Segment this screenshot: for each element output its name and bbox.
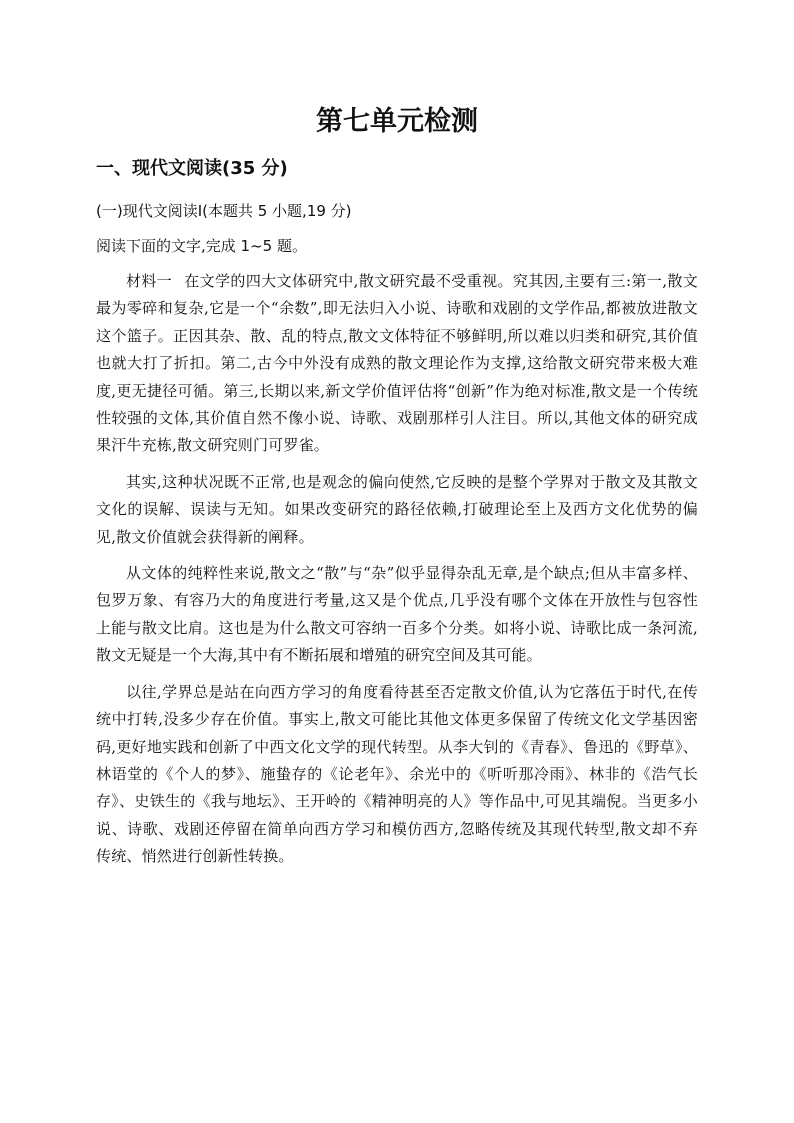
article-body: [96, 268, 698, 880]
paragraph-1: [96, 268, 698, 460]
material-label: 材料一: [126, 272, 173, 290]
page-title: 第七单元检测: [316, 106, 478, 137]
sub-heading: (一)现代文阅读Ⅰ(本题共 5 小题,19 分): [96, 202, 352, 220]
paragraph-3: 从文体的纯粹性来说,散文之“散”与“杂”似乎显得杂乱无章,是个缺点;但从丰富多样、包罗万象、有容乃大的角度进行考量,这又是个优点,几乎没有哪个文体在开放性与包容性上能与散文比肩。这也是为什么散文可容纳一百多个分类。如将小说、诗歌比成一条河流,散文无疑是一个大海,其中有不断拓展和增殖的研究空间及其可能。: [96, 564, 698, 665]
paragraph-1-text: 在文学的四大文体研究中,散文研究最不受重视。究其因,主要有三:第一,散文最为零碎和复杂,它是一个“余数”,即无法归入小说、诗歌和戏剧的文学作品,都被放进散文这个篮子。正因其杂、散、乱的特点,散文文体特征不够鲜明,所以难以归类和研究,其价值也就大打了折扣。第二,古今中外没有成熟的散文理论作为支撑,这给散文研究带来极大难度,更无捷径可循。第三,长期以来,新文学价值评估将“创新”作为绝对标准,散文是一个传统性较强的文体,其价值自然不像小说、诗歌、戏剧那样引人注目。所以,其他文体的研究成果汗牛充栋,散文研究则门可罗雀。: [96, 272, 698, 455]
reading-instruction: 阅读下面的文字,完成 1~5 题。: [96, 237, 307, 255]
paragraph-2: 其实,这种状况既不正常,也是观念的偏向使然,它反映的是整个学界对于散文及其散文文化的误解、误读与无知。如果改变研究的路径依赖,打破理论至上及西方文化优势的偏见,散文价值就会获得新的阐释。: [96, 472, 698, 546]
section-heading: 一、现代文阅读(35 分): [96, 158, 288, 179]
paragraph-4: 以往,学界总是站在向西方学习的角度看待甚至否定散文价值,认为它落伍于时代,在传统中打转,没多少存在价值。事实上,散文可能比其他文体更多保留了传统文化文学基因密码,更好地实践和创新了中西文化文学的现代转型。从李大钊的《青春》、鲁迅的《野草》、林语堂的《个人的梦》、施蛰存的《论老年》、余光中的《听听那冷雨》、林非的《浩气长存》、史铁生的《我与地坛》、王开岭的《精神明亮的人》等作品中,可见其端倪。当更多小说、诗歌、戏剧还停留在简单向西方学习和模仿西方,忽略传统及其现代转型,散文却不弃传统、悄然进行创新性转换。: [96, 682, 698, 866]
